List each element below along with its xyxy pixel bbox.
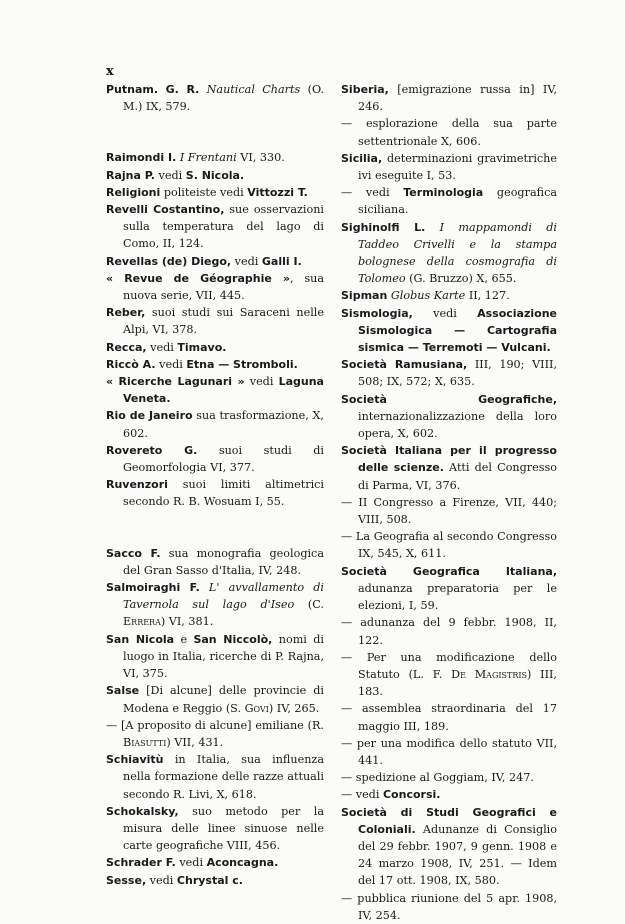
index-entry: Società di Studi Geografici e Coloniali. Adunanze di Consiglio del 29 febbr. 1907, 9 genn. 1908 e 24 marzo 1908, IV, 251. — Idem del 17 ott. 1908, IX, 580.: [341, 805, 557, 888]
index-entry: — vedi Concorsi.: [341, 788, 441, 802]
index-entry: — esplorazione della sua parte settentrionale X, 606.: [341, 117, 557, 148]
index-entry: Sesse, vedi Chrystal c.: [106, 873, 243, 887]
index-entry: Riccò A. vedi Etna — Stromboli.: [106, 357, 298, 371]
index-entry: — pubblica riunione del 5 apr. 1908, IV, 254.: [341, 891, 557, 922]
index-entry: Rio de Janeiro sua trasformazione, X, 602.: [106, 409, 324, 440]
index-entry: Raimondi I. I Frentani VI, 330.: [106, 151, 285, 165]
index-entry: « Revue de Géographie », sua nuova serie, VII, 445.: [106, 271, 324, 303]
right-column: [341, 81, 557, 924]
left-column: [106, 81, 324, 889]
index-entry: Società Geografica Italiana, adunanza preparatoria per le elezioni, I, 59.: [341, 564, 557, 613]
index-entry: — La Geografia al secondo Congresso IX, 545, X, 611.: [341, 530, 557, 561]
index-entry: Siberia, [emigrazione russa in] IV, 246.: [341, 83, 557, 114]
index-entry: Recca, vedi Timavo.: [106, 340, 227, 354]
index-entry: Sipman Globus Karte II, 127.: [341, 289, 510, 303]
index-entry: « Ricerche Lagunari » vedi Laguna Veneta.: [106, 375, 324, 406]
index-entry: Sicilia, determinazioni gravimetriche ivi eseguite I, 53.: [341, 151, 557, 183]
index-entry: Sismologia, vedi Associazione Sismologica — Cartografia sismica — Terremoti — Vulcani.: [341, 306, 557, 355]
index-entry: — per una modifica dello statuto VII, 441.: [341, 736, 557, 767]
index-entry: Schokalsky, suo metodo per la misura delle linee sinuose nelle carte geografiche VIII, 456.: [106, 804, 324, 853]
index-entry: — assemblea straordinaria del 17 maggio III, 189.: [341, 702, 557, 733]
index-entry: Putnam. G. R. Nautical Charts (O. M.) IX, 579.: [106, 83, 325, 114]
index-entry: Società Ramusiana, III, 190; VIII, 508; IX, 572; X, 635.: [341, 358, 557, 389]
index-entry: Schrader F. vedi Aconcagna.: [106, 856, 279, 870]
index-entry: — [A proposito di alcune] emiliane (R. Biasutti) VII, 431.: [106, 718, 324, 749]
index-entry: Religioni politeiste vedi Vittozzi T.: [106, 185, 308, 199]
index-entry: Revellas (de) Diego, vedi Galli I.: [106, 254, 302, 268]
index-entry: Revelli Costantino, sue osservazioni sulla temperatura del lago di Como, II, 124.: [106, 203, 324, 251]
index-entry: Sighinolfi L. I mappamondi di Taddeo Crivelli e la stampa bolognese della cosmografia di Tolomeo (G. Bruzzo) X, 655.: [341, 220, 558, 286]
index-entry: Ruvenzori suoi limiti altimetrici secondo R. B. Wosuam I, 55.: [106, 478, 324, 509]
index-entry: Salmoiraghi F. L' avvallamento di Tavernola sul lago d'Iseo (C. Errera) VI, 381.: [106, 581, 324, 629]
index-entry: Rovereto G. suoi studi di Geomorfologia VI, 377.: [106, 443, 324, 475]
index-entry: — vedi Terminologia geografica siciliana.: [341, 186, 558, 217]
index-entry: San Nicola e San Niccolò, nomi di luogo in Italia, ricerche di P. Rajna, VI, 375.: [106, 632, 324, 681]
index-entry: Società Geografiche, internazionalizzazione della loro opera, X, 602.: [341, 392, 557, 441]
index-entry: Sacco F. sua monografia geologica del Gran Sasso d'Italia, IV, 248.: [106, 546, 324, 577]
index-entry: — Per una modificazione dello Statuto (L. F. De Magistris) III, 183.: [341, 650, 557, 699]
index-entry: — II Congresso a Firenze, VII, 440; VIII, 508.: [341, 495, 557, 527]
page-number: x: [106, 64, 114, 79]
index-entry: Schiavitù in Italia, sua influenza nella formazione delle razze attuali secondo R. Livi, X, 618.: [106, 753, 324, 801]
index-entry: — adunanza del 9 febbr. 1908, II, 122.: [341, 616, 557, 647]
index-entry: Rajna P. vedi S. Nicola.: [106, 168, 245, 182]
index-entry: Reber, suoi studi sui Saraceni nelle Alpi, VI, 378.: [106, 306, 324, 337]
index-entry: — spedizione al Goggiam, IV, 247.: [341, 771, 534, 785]
index-entry: Società Italiana per il progresso delle scienze. Atti del Congresso di Parma, VI, 376.: [341, 444, 557, 492]
index-entry: Salse [Di alcune] delle provincie di Modena e Reggio (S. Govi) IV, 265.: [106, 684, 324, 715]
